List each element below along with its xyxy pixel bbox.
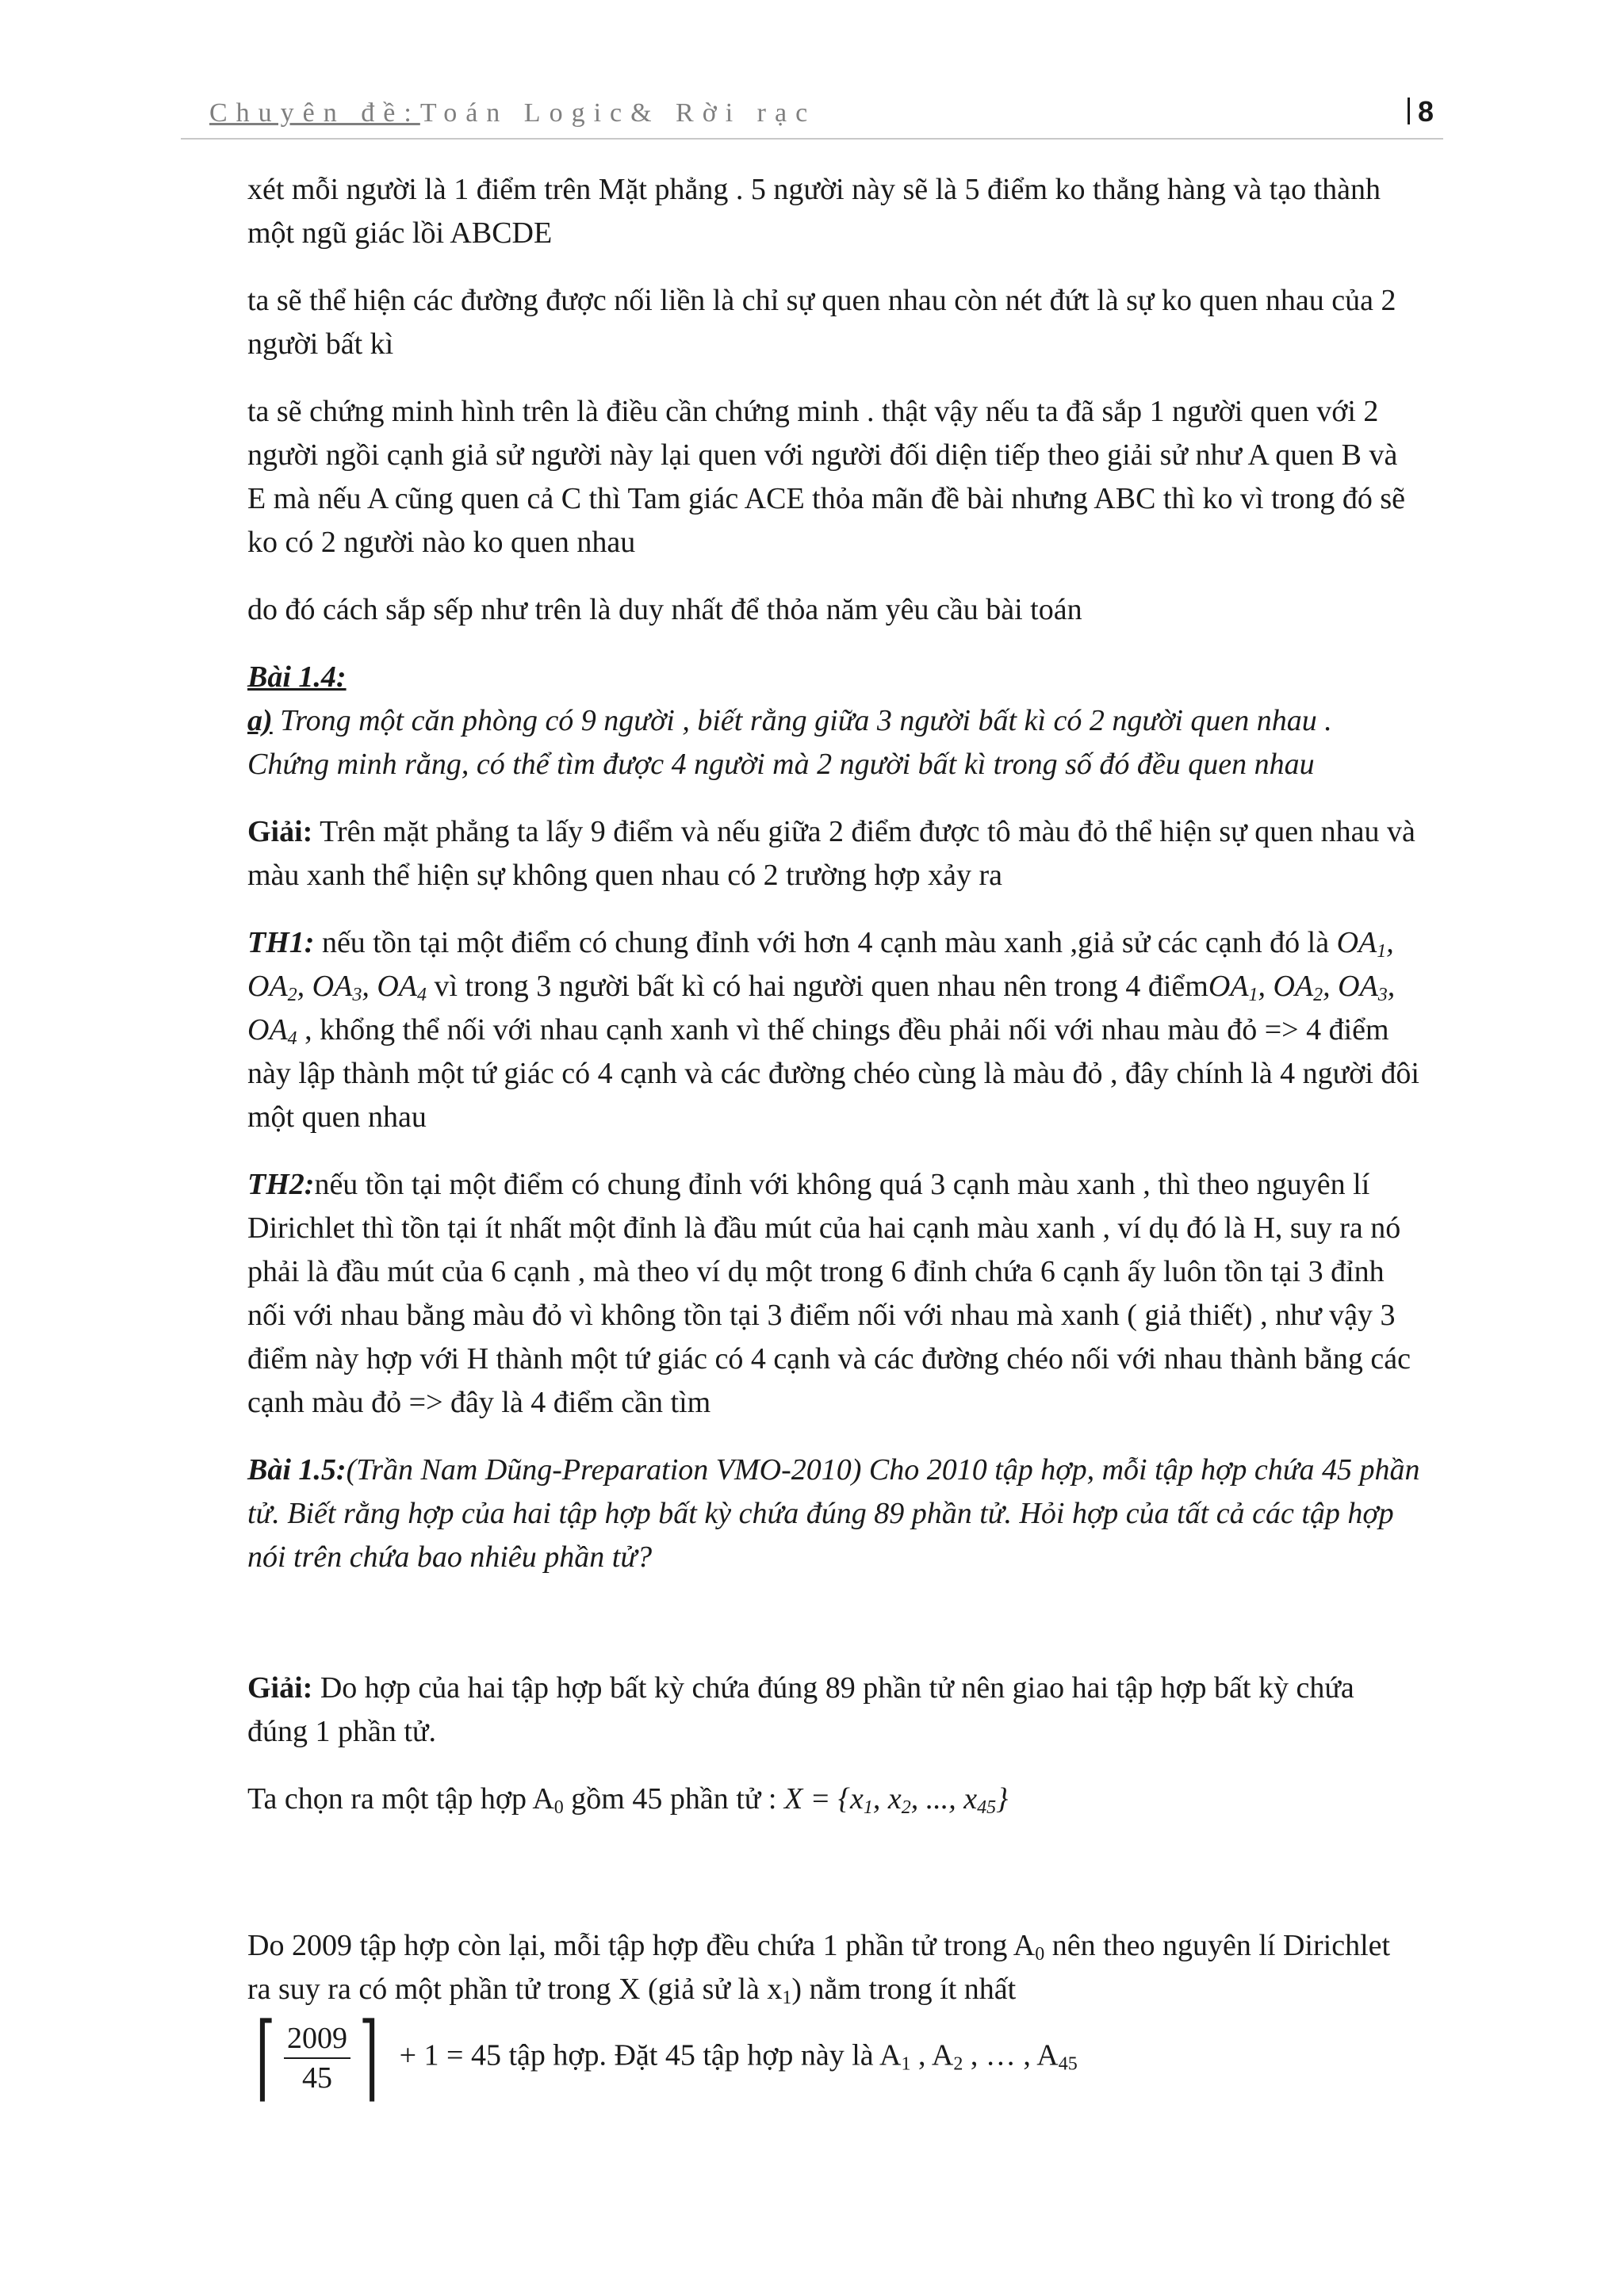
paragraph-2: ta sẽ thể hiện các đường được nối liền là chỉ sự quen nhau còn nét đứt là sự ko quen nhau của 2 người bất kì — [247, 284, 1396, 361]
right-bracket: ⌉ — [358, 2006, 379, 2110]
th2-paragraph — [247, 1163, 1421, 1425]
document-body — [247, 168, 1421, 2129]
th1-text-2: vì trong 3 người bất kì có hai người quen nhau nên trong 4 điểm — [426, 970, 1208, 1003]
paragraph-3: ta sẽ chứng minh hình trên là điều cần chứng minh . thật vậy nếu ta đã sắp 1 người quen với 2 người ngồi cạnh giả sử người này lại quen với người đối diện tiếp theo giải sử như A quen B và E mà nếu A cũng quen cả C thì Tam giác ACE thỏa mãn đề bài nhưng ABC thì ko vì trong đó sẽ ko có 2 người nào ko quen nhau — [247, 395, 1405, 559]
fraction-denominator: 45 — [302, 2061, 333, 2095]
header-title-subject: Toán Logic& Rời rạc — [419, 98, 817, 128]
giai-2-label: Giải: — [247, 1671, 313, 1705]
dirichlet-paragraph: Do 2009 tập hợp còn lại, mỗi tập hợp đều chứa 1 phần tử trong $A_0$ nên theo nguyên lí Dirichlet ra suy ra có một phần tử trong X (giả sử là $x_1$) nằm trong ít nhất — [247, 1929, 1391, 2008]
giai-text: Trên mặt phẳng ta lấy 9 điểm và nếu giữa 2 điểm được tô màu đỏ thể hiện sự quen nhau và màu xanh thể hiện sự không quen nhau có 2 trường hợp xảy ra — [247, 815, 1415, 892]
ceiling-fraction — [247, 2006, 387, 2110]
header-title — [209, 98, 816, 128]
bai-1-5-text: (Trần Nam Dũng-Preparation VMO-2010) Cho 2010 tập hợp, mỗi tập hợp chứa 45 phần tử. Biết rằng hợp của hai tập hợp bất kỳ chứa đúng 89 phần tử. Hỏi hợp của tất cả các tập hợp nói trên chứa bao nhiêu phần tử? — [247, 1453, 1420, 1574]
page-number — [1408, 95, 1434, 128]
th1-label: TH1: — [247, 926, 315, 959]
fraction-numerator: 2009 — [284, 2019, 350, 2059]
paragraph-4: do đó cách sắp sếp như trên là duy nhất để thỏa năm yêu cầu bài toán — [247, 593, 1082, 626]
header-title-topic: Chuyên đề: — [209, 98, 420, 128]
bai-1-5-problem — [247, 1448, 1421, 1579]
paragraph-1: xét mỗi người là 1 điểm trên Mặt phẳng . 5 người này sẽ là 5 điểm ko thẳng hàng và tạo thành một ngũ giác lồi ABCDE — [247, 173, 1381, 250]
page-number-value: 8 — [1417, 95, 1434, 128]
giai-2-text: Do hợp của hai tập hợp bất kỳ chứa đúng 89 phần tử nên giao hai tập hợp bất kỳ chứa đúng 1 phần tử. — [247, 1671, 1354, 1748]
th1-text-1: nếu tồn tại một điểm có chung đỉnh với hơn 4 cạnh màu xanh ,giả sử các cạnh đó là — [314, 926, 1337, 959]
set-a0-paragraph: Ta chọn ra một tập hợp $A_0$ gồm 45 phần tử : $X = \{x_1$, $x_2$, ..., $x_{45}$} — [247, 1782, 1009, 1818]
page-header — [181, 95, 1443, 140]
giai-1 — [247, 810, 1421, 897]
part-a-label: a) — [247, 704, 273, 737]
bai-1-4-title: Bài 1.4: — [247, 660, 347, 694]
bai-1-5-label: Bài 1.5: — [247, 1453, 347, 1487]
part-a-text: Trong một căn phòng có 9 người , biết rằng giữa 3 người bất kì có 2 người quen nhau . Chứng minh rằng, có thể tìm được 4 người mà 2 người bất kì trong số đó đều quen nhau — [247, 704, 1332, 781]
th2-label: TH2: — [247, 1168, 315, 1201]
left-bracket: ⌈ — [255, 2006, 276, 2110]
oa-list-1: $OA_1$, $OA_2$, $OA_3$, $OA_4$ — [247, 926, 1394, 1005]
th1-paragraph — [247, 921, 1421, 1139]
ceiling-formula-line: ⌈ $\frac{2009}{45}$ ⌉ + 1 = 45 tập hợp. Đặt 45 tập hợp này là $A_1$ , $A_2$ , … , $A_{45}$ — [247, 2011, 1421, 2105]
oa-list-2: $OA_1$, $OA_2$, $OA_3$, $OA_4$ — [247, 970, 1396, 1049]
th1-text-3: , khổng thể nối với nhau cạnh xanh vì thế chings đều phải nối với nhau màu đỏ => 4 điểm này lập thành một tứ giác có 4 cạnh và các đường chéo cùng là màu đỏ , đây chính là 4 người đôi một quen nhau — [247, 1013, 1419, 1134]
bai-1-4-problem — [247, 699, 1421, 786]
page-number-divider — [1408, 98, 1410, 124]
giai-2 — [247, 1667, 1421, 1754]
set-x-formula: $X = \{x_1$, $x_2$, ..., $x_{45}$} — [783, 1782, 1009, 1818]
th2-text: nếu tồn tại một điểm có chung đỉnh với không quá 3 cạnh màu xanh , thì theo nguyên lí Dirichlet thì tồn tại ít nhất một đỉnh là đầu mút của hai cạnh màu xanh , ví dụ đó là H, suy ra nó phải là đầu mút của 6 cạnh , mà theo ví dụ một trong 6 đỉnh chứa 6 cạnh ấy luôn tồn tại 3 đỉnh nối với nhau bằng màu đỏ vì không tồn tại 3 điểm nối với nhau mà xanh ( giả thiết) , như vậy 3 điểm này hợp với H thành một tứ giác có 4 cạnh và các đường chéo nối với nhau thành bằng các cạnh màu đỏ => đây là 4 điểm cần tìm — [247, 1168, 1411, 1419]
bai-1-4-heading — [247, 656, 1421, 699]
giai-label: Giải: — [247, 815, 313, 848]
